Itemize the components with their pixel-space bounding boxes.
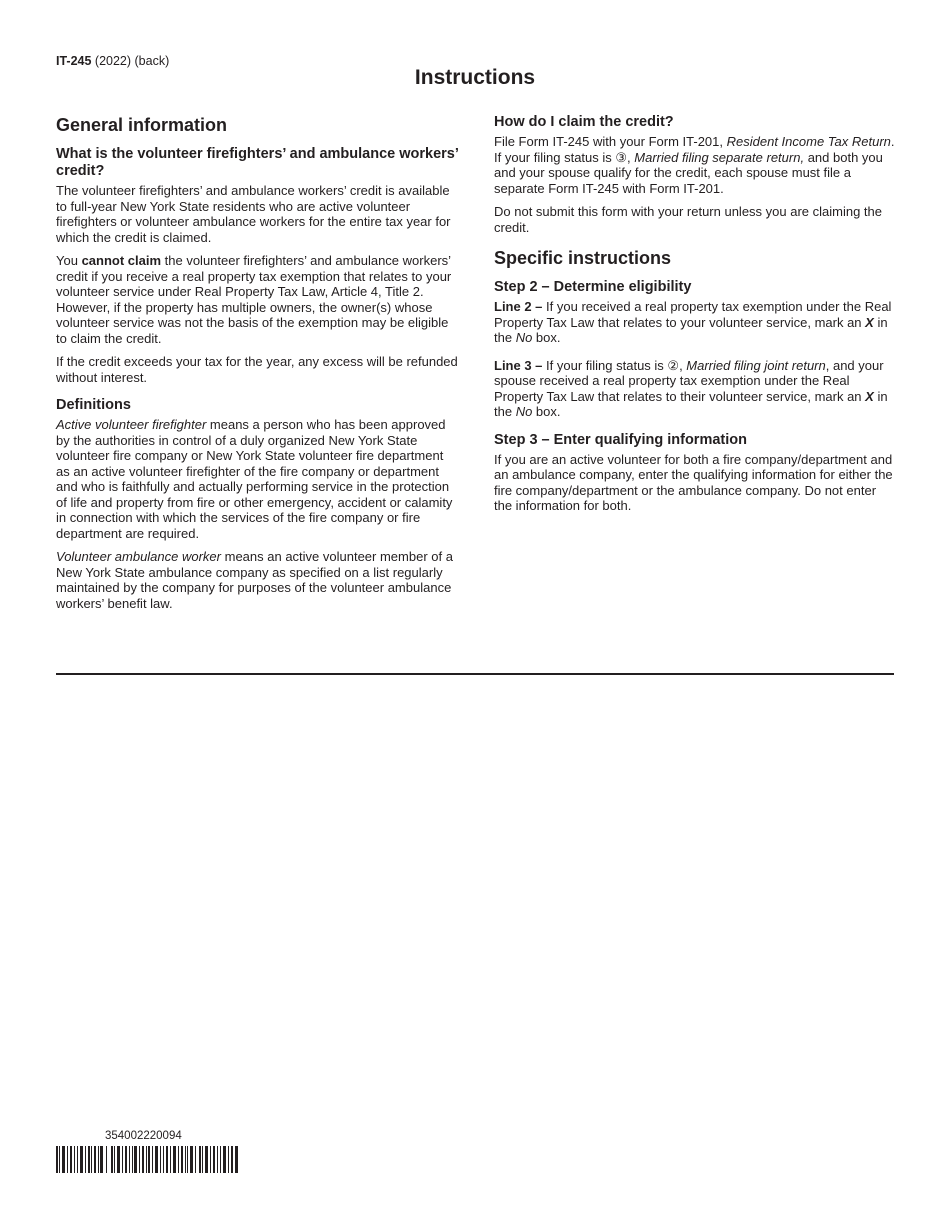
do-not-submit-paragraph: Do not submit this form with your return unless you are claiming the credit. [494,204,883,235]
firefighter-definition-text: means a person who has been approved by the authorities in control of a duly organized New York State volunteer fire company or New York State volunteer fire department as an active volunteer firefighter of the fire company or department and who is faithfully and actually performing service in the protection of life and property from fire or other emergency, accident or calamity in connection with which the services of the fire company or fire department are required. [56,417,453,541]
line-2-end: box. [532,330,561,345]
ambulance-worker-definition-text: means an active volunteer member of a New York State ambulance company as specified on a list regularly maintained by the company for purposes of the volunteer ambulance workers’ benefit law. [56,549,453,611]
specific-instructions-heading: Specific instructions [494,248,672,268]
step-2-heading: Step 2 – Determine eligibility [494,279,692,295]
claim-text-c: and both you and your spouse qualify for the credit, each spouse must file a separate Form IT-245 with Form IT-201. [494,149,883,196]
credit-question-heading: What is the volunteer firefighters’ and ambulance workers’ credit? [56,146,459,179]
credit-description-paragraph: The volunteer firefighters’ and ambulance workers’ credit is available to full-year New York State residents who are active volunteer firefighters or volunteer ambulance workers for the entire tax year for which the credit is claimed. [56,183,451,245]
line-3-x-mark: X [865,388,874,404]
line-3-instruction [494,358,896,420]
cannot-claim-pre: You [56,253,82,268]
ambulance-worker-term: Volunteer ambulance worker [56,549,221,564]
firefighter-term: Active volunteer firefighter [56,417,207,432]
line-2-text: If you received a real property tax exemption under the Real Property Tax Law that relates to your volunteer service, mark an [494,299,892,330]
line-2-instruction [494,299,896,346]
step-3-heading: Step 3 – Enter qualifying information [494,431,747,448]
left-column [56,114,460,619]
barcode [56,1146,238,1173]
line-3-mid: in the [494,388,888,419]
claim-filing-status: Married filing separate return, [634,149,805,165]
form-year-side: (2022) (back) [91,54,170,68]
refund-paragraph: If the credit exceeds your tax for the year, any excess will be refunded without interest. [56,354,458,385]
line-3-text-b: , and your spouse received a real property tax exemption under the Real Property Tax Law that relates to their volunteer service, mark an [494,357,884,404]
cannot-claim-bold: cannot claim [81,253,162,268]
firefighter-definition [56,417,460,541]
line-3-filing-status: Married filing joint return [686,357,826,373]
line-3-label: Line 3 – [494,357,543,373]
right-column [494,114,896,522]
cannot-claim-paragraph [56,253,460,346]
claim-text-a: File Form IT-245 with your Form IT-201, [494,134,727,149]
claim-credit-heading: How do I claim the credit? [494,114,674,130]
line-3-no: No [515,404,533,419]
barcode-number: 354002220094 [105,1130,182,1142]
page-title: Instructions [414,66,536,89]
claim-form-title: Resident Income Tax Return [726,134,891,149]
form-code: IT-245 [56,54,92,68]
section-divider [56,673,894,675]
claim-text-b: . If your filing status is ③, [494,134,895,165]
step-3-paragraph: If you are an active volunteer for both a fire company/department and an ambulance company, enter the qualifying information for either the fire company/department or the ambulance company. Do not enter the information for both. [494,451,893,513]
line-2-no: No [515,330,533,345]
ambulance-worker-definition [56,549,460,611]
line-2-mid: in the [494,314,888,345]
definitions-heading: Definitions [56,397,131,413]
general-information-heading: General information [56,115,228,135]
cannot-claim-post: the volunteer firefighters’ and ambulance workers’ credit if you receive a real property tax exemption that relates to your volunteer service under Real Property Tax Law, Article 4, Title 2. However, if the property has multiple owners, the owner(s) whose volunteer service was not the basis of the exemption may be eligible to claim the credit. [56,253,452,346]
claim-credit-paragraph [494,134,896,196]
line-3-end: box. [532,404,561,419]
line-2-x-mark: X [865,314,874,330]
line-3-text-a: If your filing status is ②, [542,357,687,373]
line-2-label: Line 2 – [494,299,543,314]
